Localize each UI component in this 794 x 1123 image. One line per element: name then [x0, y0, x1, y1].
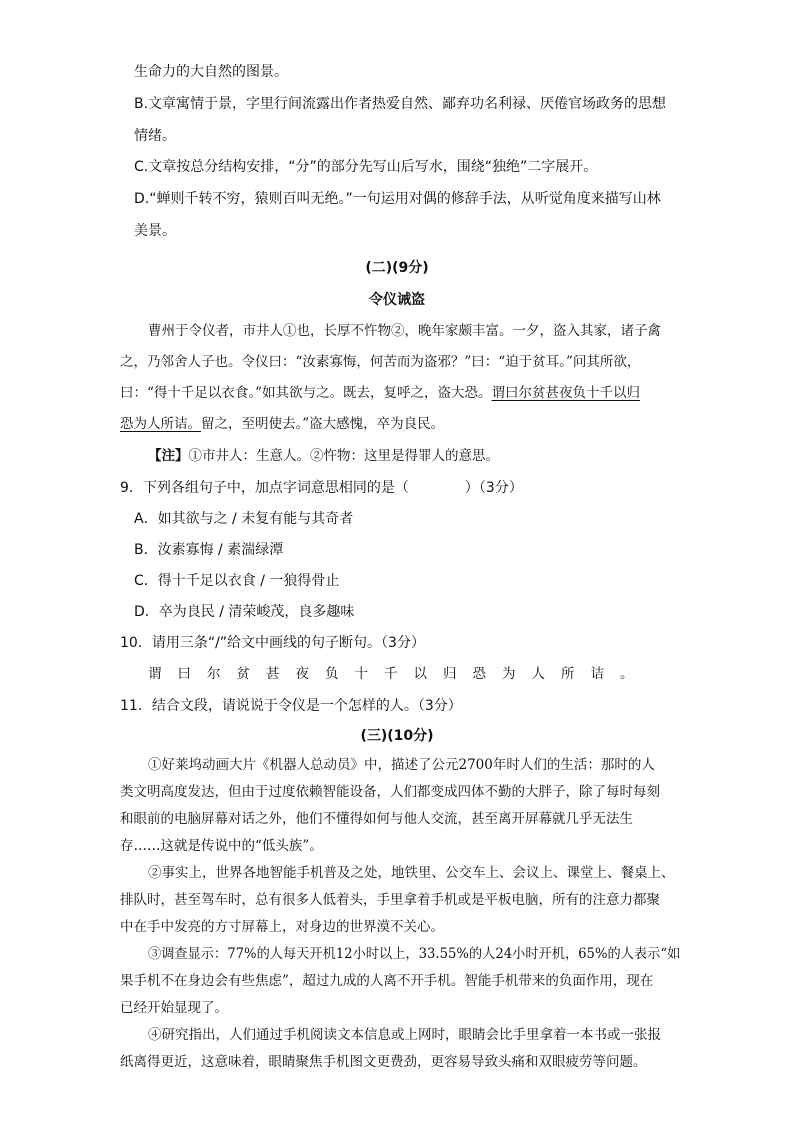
- option-d: D.“蝉则千转不穷，猿则百叫无绝。”一句运用对偶的修辞手法，从听觉角度来描写山林: [134, 191, 661, 207]
- passage-line-3-text: 曰：“得十千足以衣食。”如其欲与之。既去，复呼之，盗大恐。: [120, 385, 492, 401]
- underlined-sentence-part-2: 恐为人所诘。: [120, 416, 201, 432]
- passage-line-1: 曹州于令仪者，市井人①也，长厚不忤物②，晚年家颇丰富。一夕，盗入其家，诸子禽: [148, 323, 661, 339]
- section-2-heading: (二)(9分): [365, 260, 429, 276]
- article-line-4: 存……这就是传说中的“低头族”。: [120, 838, 323, 854]
- article-line-11: ④研究指出，人们通过手机阅读文本信息或上网时，眼睛会比手里拿着一本书或一张报: [148, 1027, 661, 1043]
- question-9-option-c: C．得十千足以衣食 / 一狼得骨止: [134, 573, 340, 589]
- question-9-option-a: A．如其欲与之 / 未复有能与其奇者: [134, 511, 354, 527]
- passage-line-3: [120, 383, 640, 403]
- article-line-7: 中在手中发亮的方寸屏幕上，对身边的世界漠不关心。: [120, 919, 444, 935]
- passage-line-4: [120, 414, 444, 434]
- option-c: C.文章按总分结构安排，“分”的部分先写山后写水，围绕“独绝”二字展开。: [134, 159, 598, 175]
- article-line-10: 已经开始显现了。: [120, 1000, 228, 1016]
- question-9-option-b: B．汝素寡悔 / 素湍绿潭: [134, 542, 284, 558]
- annotation-text: ①市井人：生意人。②忤物：这里是得罪人的意思。: [188, 448, 499, 464]
- article-line-5: ②事实上，世界各地智能手机普及之处，地铁里、公交车上、会议上、课堂上、餐桌上、: [148, 865, 675, 881]
- underlined-sentence-part-1: 谓曰尔贫甚夜负十千以归: [491, 385, 641, 401]
- annotation: [148, 446, 499, 466]
- question-11: 11．结合文段，请说说于令仪是一个怎样的人。（3分）: [120, 698, 462, 714]
- question-10: 10．请用三条“/”给文中画线的句子断句。（3分）: [120, 635, 425, 651]
- article-line-8: ③调查显示：77%的人每天开机12小时以上，33.55%的人24小时开机，65%的人表示“如: [148, 946, 681, 962]
- section-3-heading: (三)(10分): [360, 728, 434, 744]
- option-a-continued: 生命力的大自然的图景。: [134, 64, 288, 80]
- article-line-6: 排队时，甚至驾车时，总有很多人低着头，手里拿着手机或是平板电脑，所有的注意力都聚: [120, 892, 660, 908]
- passage-line-2: 之，乃邻舍人子也。令仪曰：“汝素寡悔，何苦而为盗邪？”曰：“迫于贫耳。”问其所欲，: [120, 354, 641, 370]
- article-line-3: 和眼前的电脑屏幕对话之外，他们不懂得如何与他人交流，甚至离开屏幕就几乎无法生: [120, 811, 633, 827]
- question-9: 9．下列各组句子中，加点字词意思相同的是（ ）（3分）: [120, 480, 523, 496]
- article-line-1: ①好莱坞动画大片《机器人总动员》中，描述了公元2700年时人们的生活：那时的人: [148, 757, 655, 773]
- option-b: B.文章寓情于景，字里行间流露出作者热爱自然、鄙弃功名利禄、厌倦官场政务的思想: [134, 96, 667, 112]
- article-line-9: 果手机不在身边会有些焦虑”，超过九成的人离不开手机。智能手机带来的负面作用，现在: [120, 973, 654, 989]
- option-d-continued: 美景。: [134, 223, 176, 239]
- question-10-sentence: 谓曰尔贫甚夜负十千以归恐为人所诘。: [148, 666, 650, 682]
- article-line-2: 类文明高度发达，但由于过度依赖智能设备，人们都变成四体不勤的大胖子，除了每时每刻: [120, 784, 660, 800]
- annotation-label: 【注】: [148, 448, 189, 464]
- article-line-12: 纸离得更近，这意味着，眼睛聚焦手机图文更费劲，更容易导致头痛和双眼疲劳等问题。: [120, 1054, 647, 1070]
- option-b-continued: 情绪。: [134, 128, 176, 144]
- passage-title: 令仪诫盗: [369, 292, 425, 308]
- passage-line-4-text: 留之，至明使去。”盗大感愧，卒为良民。: [201, 416, 445, 432]
- question-9-option-d: D．卒为良民 / 清荣峻茂，良多趣味: [134, 604, 355, 620]
